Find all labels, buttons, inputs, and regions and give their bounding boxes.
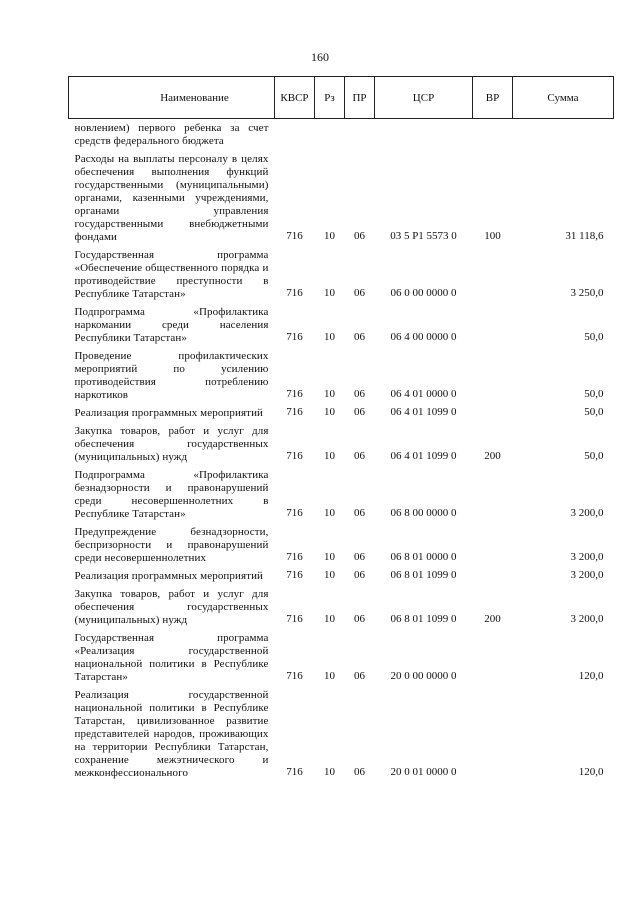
header-kvsr: КВСР (275, 77, 315, 119)
row-name: Реализация государственной национальной политики в Республике Татарстан, цивилизованное развитие представителей народов, проживающих на территории Республики Татарстан, сохранение межэтнического и межконфессионального (74, 689, 269, 779)
row-kvsr: 716 (286, 388, 303, 400)
row-rz: 10 (324, 551, 335, 563)
row-rz: 10 (324, 331, 335, 343)
row-sum: 3 200,0 (570, 613, 604, 625)
table-row (69, 585, 614, 629)
row-vr: 200 (484, 450, 501, 462)
row-sum (513, 119, 614, 151)
row-vr (473, 523, 513, 567)
row-kvsr: 716 (286, 331, 303, 343)
row-csr: 20 0 00 0000 0 (390, 670, 457, 682)
row-rz: 10 (324, 388, 335, 400)
header-pr: ПР (345, 77, 375, 119)
table-header-row (69, 77, 614, 119)
row-vr: 200 (484, 613, 501, 625)
row-sum: 50,0 (584, 331, 604, 343)
row-kvsr (275, 119, 315, 151)
row-kvsr: 716 (286, 551, 303, 563)
row-kvsr: 716 (286, 507, 303, 519)
table-row (69, 246, 614, 303)
row-rz: 10 (324, 507, 335, 519)
row-name: Государственная программа «Реализация государственной национальной политики в Республике Татарстан» (74, 632, 269, 683)
row-vr (473, 686, 513, 782)
row-name: Закупка товаров, работ и услуг для обеспечения государственных (муниципальных) нужд (74, 425, 269, 463)
row-csr: 20 0 01 0000 0 (390, 766, 457, 778)
row-csr (375, 119, 473, 151)
row-pr: 06 (354, 507, 365, 519)
row-vr (473, 567, 513, 585)
row-name: Проведение профилактических мероприятий по усилению противодействия потреблению наркотиков (74, 350, 269, 401)
row-vr (473, 246, 513, 303)
row-csr: 06 0 00 0000 0 (390, 287, 457, 299)
row-sum: 3 250,0 (570, 287, 604, 299)
table-row (69, 119, 614, 151)
row-csr: 03 5 Р1 5573 0 (390, 230, 457, 242)
row-name: Реализация программных мероприятий (74, 407, 264, 419)
row-sum: 31 118,6 (565, 230, 604, 242)
row-name: Подпрограмма «Профилактика наркомании среди населения Республики Татарстан» (74, 306, 269, 344)
header-sum: Сумма (513, 77, 614, 119)
row-csr: 06 8 01 1099 0 (390, 613, 457, 625)
row-rz (315, 119, 345, 151)
row-kvsr: 716 (286, 766, 303, 778)
row-sum: 120,0 (578, 670, 604, 682)
row-csr: 06 8 01 0000 0 (390, 551, 457, 563)
row-rz: 10 (324, 766, 335, 778)
row-pr: 06 (354, 551, 365, 563)
row-pr: 06 (354, 388, 365, 400)
row-csr: 06 4 01 0000 0 (390, 388, 457, 400)
row-kvsr: 716 (286, 406, 303, 418)
header-vr: ВР (473, 77, 513, 119)
table-row (69, 347, 614, 404)
row-sum: 120,0 (578, 766, 604, 778)
table-row (69, 466, 614, 523)
header-name: Наименование (69, 77, 275, 119)
row-pr: 06 (354, 331, 365, 343)
row-name: Предупреждение безнадзорности, беспризорности и правонарушений среди несовершеннолетних (74, 526, 269, 564)
row-name: Закупка товаров, работ и услуг для обеспечения государственных (муниципальных) нужд (74, 588, 269, 626)
row-name: Государственная программа «Обеспечение общественного порядка и противодействие преступности в Республике Татарстан» (74, 249, 269, 300)
row-rz: 10 (324, 613, 335, 625)
row-rz: 10 (324, 230, 335, 242)
table-row (69, 686, 614, 782)
row-pr: 06 (354, 569, 365, 581)
row-pr: 06 (354, 450, 365, 462)
table-row (69, 629, 614, 686)
row-pr: 06 (354, 670, 365, 682)
row-kvsr: 716 (286, 670, 303, 682)
row-kvsr: 716 (286, 287, 303, 299)
row-vr (473, 303, 513, 347)
row-csr: 06 4 01 1099 0 (390, 406, 457, 418)
row-sum: 50,0 (584, 406, 604, 418)
row-csr: 06 4 01 1099 0 (390, 450, 457, 462)
table-row (69, 567, 614, 585)
row-rz: 10 (324, 406, 335, 418)
row-rz: 10 (324, 450, 335, 462)
row-csr: 06 4 00 0000 0 (390, 331, 457, 343)
header-rz: Рз (315, 77, 345, 119)
row-pr (345, 119, 375, 151)
row-kvsr: 716 (286, 613, 303, 625)
table-row (69, 523, 614, 567)
row-sum: 50,0 (584, 450, 604, 462)
page-number: 160 (311, 50, 329, 64)
header-csr: ЦСР (375, 77, 473, 119)
row-kvsr: 716 (286, 569, 303, 581)
row-sum: 3 200,0 (570, 507, 604, 519)
row-vr (473, 466, 513, 523)
table-row (69, 150, 614, 246)
row-pr: 06 (354, 613, 365, 625)
row-pr: 06 (354, 766, 365, 778)
row-sum: 3 200,0 (570, 551, 604, 563)
row-rz: 10 (324, 287, 335, 299)
row-vr (473, 119, 513, 151)
row-kvsr: 716 (286, 450, 303, 462)
row-rz: 10 (324, 670, 335, 682)
row-csr: 06 8 01 1099 0 (390, 569, 457, 581)
row-name: Расходы на выплаты персоналу в целях обеспечения выполнения функций государственными (муниципальными) органами, казенными учреждениями, органами управления государственными внебюджетными фондами (74, 153, 269, 243)
row-name: новлением) первого ребенка за счет средств федерального бюджета (74, 122, 269, 147)
row-rz: 10 (324, 569, 335, 581)
row-sum: 3 200,0 (570, 569, 604, 581)
table-row (69, 422, 614, 466)
row-sum: 50,0 (584, 388, 604, 400)
row-vr (473, 629, 513, 686)
row-vr (473, 404, 513, 422)
table-row (69, 303, 614, 347)
row-vr (473, 347, 513, 404)
row-vr: 100 (484, 230, 501, 242)
row-pr: 06 (354, 230, 365, 242)
row-pr: 06 (354, 406, 365, 418)
row-kvsr: 716 (286, 230, 303, 242)
row-name: Подпрограмма «Профилактика безнадзорности и правонарушений среди несовершеннолетних в Республике Татарстан» (74, 469, 269, 520)
row-name: Реализация программных мероприятий (74, 570, 264, 582)
budget-table (68, 76, 614, 782)
row-pr: 06 (354, 287, 365, 299)
row-csr: 06 8 00 0000 0 (390, 507, 457, 519)
table-row (69, 404, 614, 422)
